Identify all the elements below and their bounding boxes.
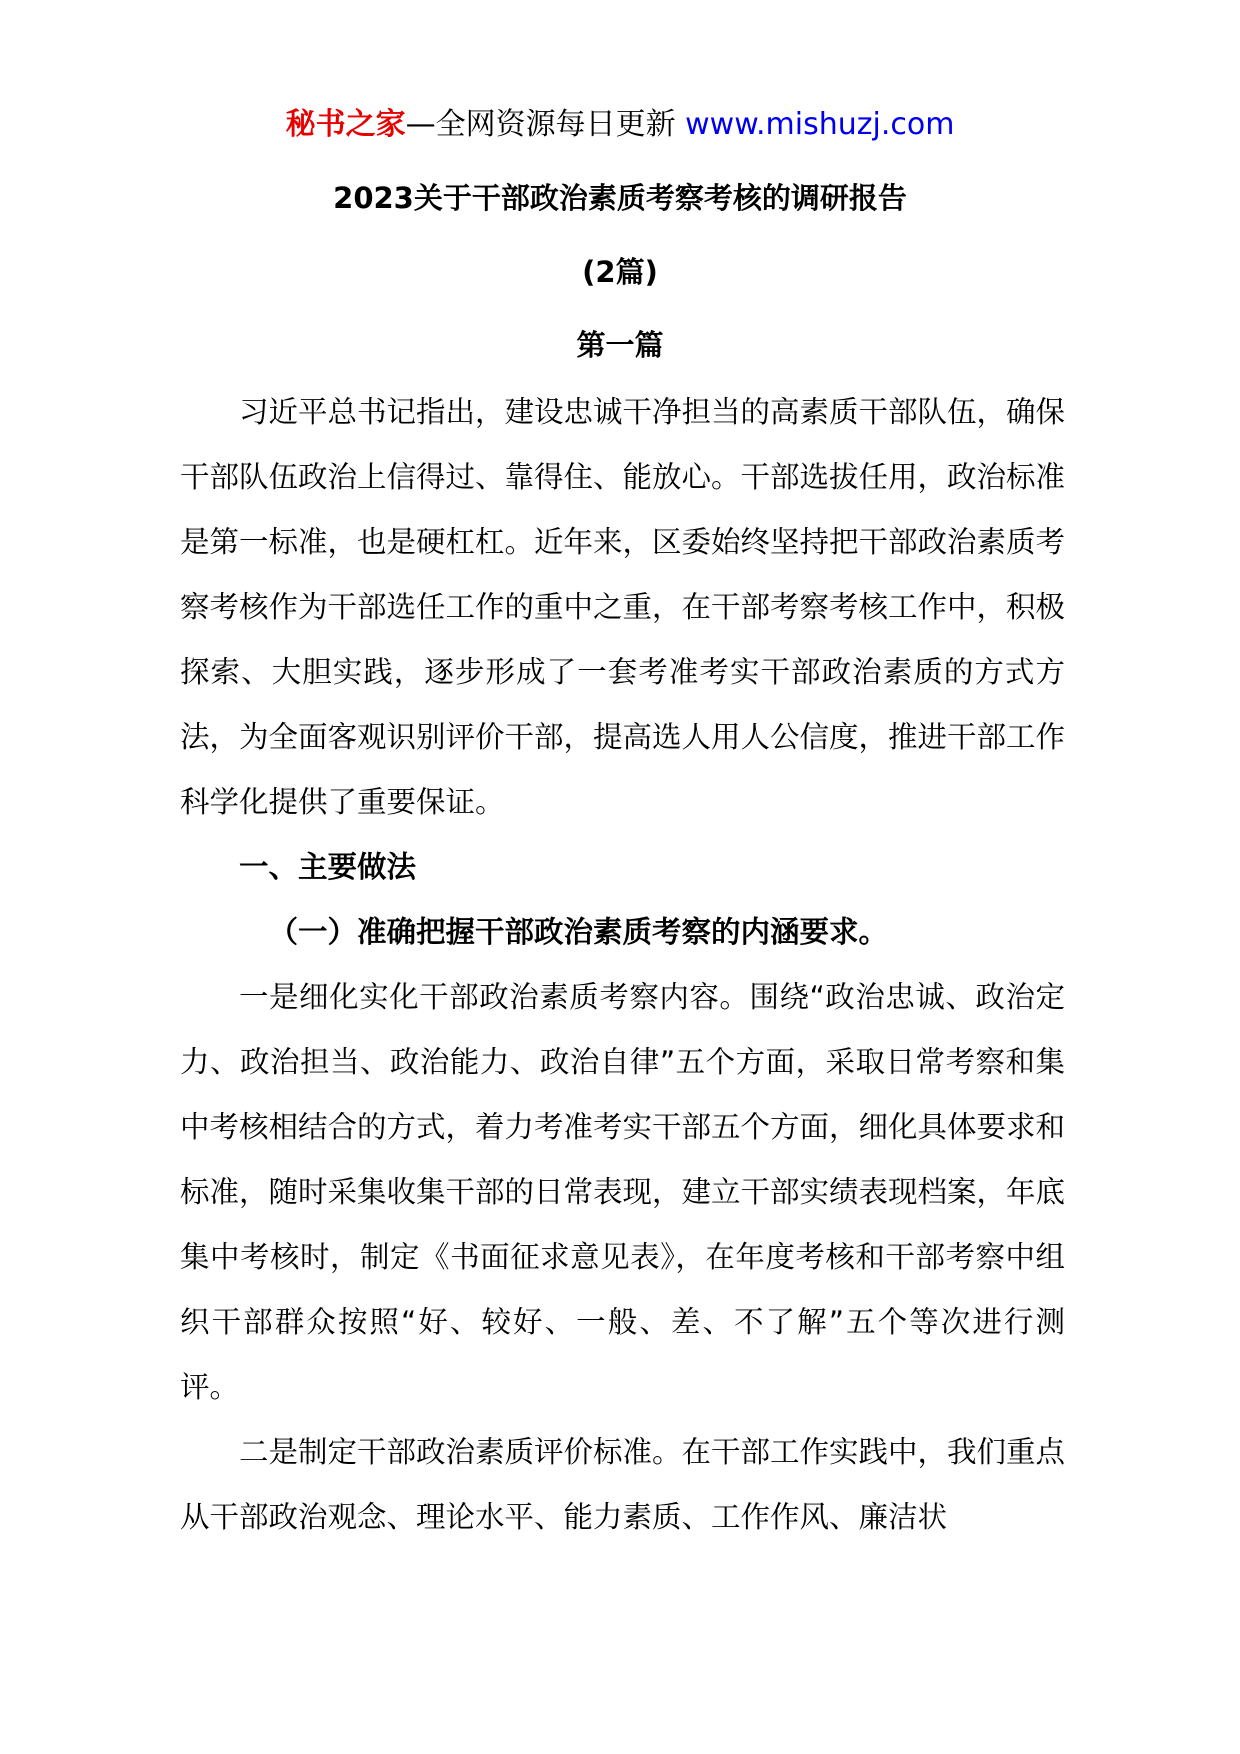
part-title: 第一篇 bbox=[576, 328, 664, 362]
site-url-link[interactable]: www.mishuzj.com bbox=[685, 107, 955, 142]
document-body bbox=[180, 380, 1065, 1550]
body-paragraph: 二是制定干部政治素质评价标准。在干部工作实践中，我们重点从干部政治观念、理论水平、能力素质、工作作风、廉洁状 bbox=[180, 1435, 1066, 1534]
site-header bbox=[0, 100, 1240, 150]
document-subtitle: (2篇) bbox=[582, 255, 658, 289]
body-paragraph: 一是细化实化干部政治素质考察内容。围绕“政治忠诚、政治定力、政治担当、政治能力、政治自律”五个方面，采取日常考察和集中考核相结合的方式，着力考准考实干部五个方面，细化具体要求和标准，随时采集收集干部的日常表现，建立干部实绩表现档案，年底集中考核时，制定《书面征求意见表》，在年度考核和干部考察中组织干部群众按照“好、较好、一般、差、不了解”五个等次进行测评。 bbox=[180, 980, 1066, 1404]
subsection-heading: （一）准确把握干部政治素质考察的内涵要求。 bbox=[268, 915, 889, 949]
brand-name: 秘书之家 bbox=[285, 107, 406, 142]
intro-paragraph: 习近平总书记指出，建设忠诚干净担当的高素质干部队伍，确保干部队伍政治上信得过、靠得住、能放心。干部选拔任用，政治标准是第一标准，也是硬杠杠。近年来，区委始终坚持把干部政治素质考察考核作为干部选任工作的重中之重，在干部考察考核工作中，积极探索、大胆实践，逐步形成了一套考准考实干部政治素质的方式方法，为全面客观识别评价干部，提高选人用人公信度，推进干部工作科学化提供了重要保证。 bbox=[180, 395, 1066, 819]
section-heading: 一、主要做法 bbox=[239, 850, 417, 884]
document-title: 2023关于干部政治素质考察考核的调研报告 bbox=[333, 181, 907, 215]
header-tagline: —全网资源每日更新 bbox=[405, 107, 686, 142]
